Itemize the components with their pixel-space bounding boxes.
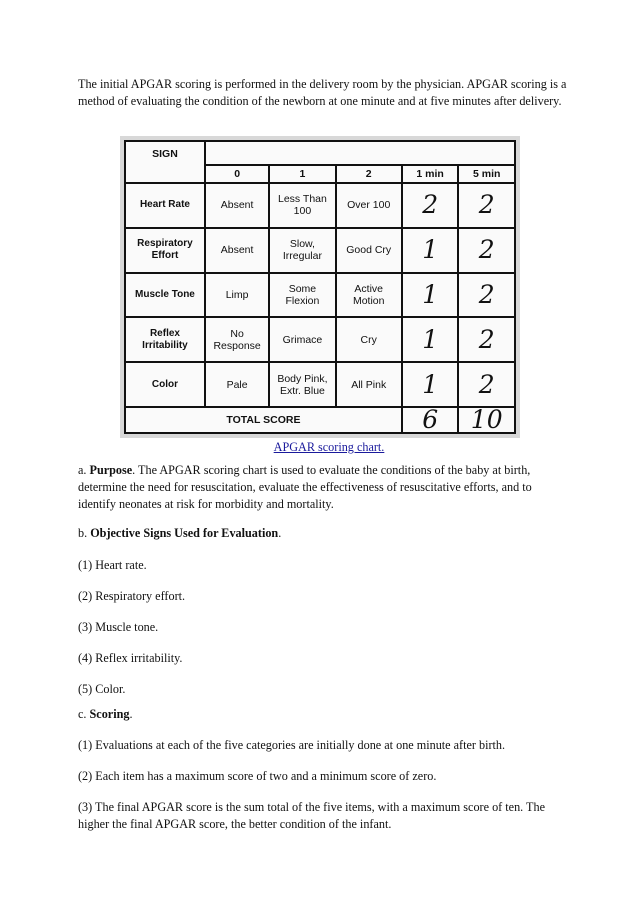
row-score-1: Grimace <box>269 317 335 362</box>
list-item: (2) Each item has a maximum score of two and a minimum score of zero. <box>78 769 437 783</box>
row-score-1: Slow, Irregular <box>269 228 335 273</box>
row-1-min-score: 1 <box>402 317 459 362</box>
list-item: (1) Heart rate. <box>78 558 147 572</box>
total-score-label: TOTAL SCORE <box>125 407 402 433</box>
row-score-0: Pale <box>205 362 269 407</box>
scoring-heading: Scoring <box>89 707 130 721</box>
chart-caption-link[interactable] <box>0 440 638 455</box>
table-row <box>125 362 515 407</box>
purpose-prefix: a. <box>78 463 90 477</box>
objective-heading-paragraph <box>78 525 568 542</box>
list-item: (2) Respiratory effort. <box>78 589 186 603</box>
row-score-2: Good Cry <box>336 228 402 273</box>
header-1-min: 1 min <box>402 165 459 183</box>
scoring-prefix: c. <box>78 707 90 721</box>
objective-heading: Objective Signs Used for Evaluation <box>90 526 279 540</box>
purpose-heading: Purpose <box>89 463 133 477</box>
list-item: (3) Muscle tone. <box>78 620 159 634</box>
scoring-heading-paragraph <box>78 706 568 723</box>
intro-paragraph: The initial APGAR scoring is performed in the delivery room by the physician. APGAR scoring is a method of evaluating the condition of the newborn at one minute and at five minutes after delivery. <box>78 77 567 108</box>
scoring-suffix: . <box>129 707 133 721</box>
chart-caption-text: APGAR scoring chart. <box>273 440 385 454</box>
row-score-1: Some Flexion <box>269 273 335 318</box>
total-5-min: 10 <box>458 407 515 433</box>
row-score-2: Cry <box>336 317 402 362</box>
row-5-min-score: 2 <box>458 317 515 362</box>
row-5-min-score: 2 <box>458 362 515 407</box>
apgar-chart-image <box>120 136 520 438</box>
row-score-0: No Response <box>205 317 269 362</box>
row-score-2: Over 100 <box>336 183 402 228</box>
row-sign: Heart Rate <box>125 183 205 228</box>
row-score-2: Active Motion <box>336 273 402 318</box>
row-score-0: Absent <box>205 228 269 273</box>
row-score-0: Limp <box>205 273 269 318</box>
row-1-min-score: 1 <box>402 273 459 318</box>
purpose-text: . The APGAR scoring chart is used to evaluate the conditions of the baby at birth, determine the need for resuscitation, evaluate the effectiveness of resuscitative efforts, and to identify neonates at risk for morbidity and mortality. <box>78 463 532 511</box>
row-5-min-score: 2 <box>458 183 515 228</box>
table-row <box>125 183 515 228</box>
row-sign: Respiratory Effort <box>125 228 205 273</box>
row-sign: Color <box>125 362 205 407</box>
objective-suffix: . <box>278 526 282 540</box>
row-score-1: Less Than 100 <box>269 183 335 228</box>
header-score-2: 2 <box>336 165 402 183</box>
table-header-row <box>125 141 515 165</box>
purpose-paragraph <box>78 462 568 513</box>
header-spacer <box>205 141 515 165</box>
list-item: (5) Color. <box>78 682 126 696</box>
row-sign: Reflex Irritability <box>125 317 205 362</box>
table-row <box>125 317 515 362</box>
row-1-min-score: 2 <box>402 183 459 228</box>
row-5-min-score: 2 <box>458 228 515 273</box>
table-row <box>125 228 515 273</box>
objective-prefix: b. <box>78 526 91 540</box>
header-sign: SIGN <box>125 141 205 183</box>
row-score-2: All Pink <box>336 362 402 407</box>
total-1-min: 6 <box>402 407 459 433</box>
row-score-1: Body Pink, Extr. Blue <box>269 362 335 407</box>
apgar-table <box>124 140 516 434</box>
total-row <box>125 407 515 433</box>
list-item: (4) Reflex irritability. <box>78 651 183 665</box>
row-1-min-score: 1 <box>402 228 459 273</box>
row-sign: Muscle Tone <box>125 273 205 318</box>
header-5-min: 5 min <box>458 165 515 183</box>
list-item: (1) Evaluations at each of the five categories are initially done at one minute after birth. <box>78 738 506 752</box>
row-score-0: Absent <box>205 183 269 228</box>
table-row <box>125 273 515 318</box>
header-score-0: 0 <box>205 165 269 183</box>
header-score-1: 1 <box>269 165 335 183</box>
row-5-min-score: 2 <box>458 273 515 318</box>
list-item: (3) The final APGAR score is the sum total of the five items, with a maximum score of ten. The higher the final APGAR score, the better condition of the infant. <box>78 800 545 831</box>
row-1-min-score: 1 <box>402 362 459 407</box>
